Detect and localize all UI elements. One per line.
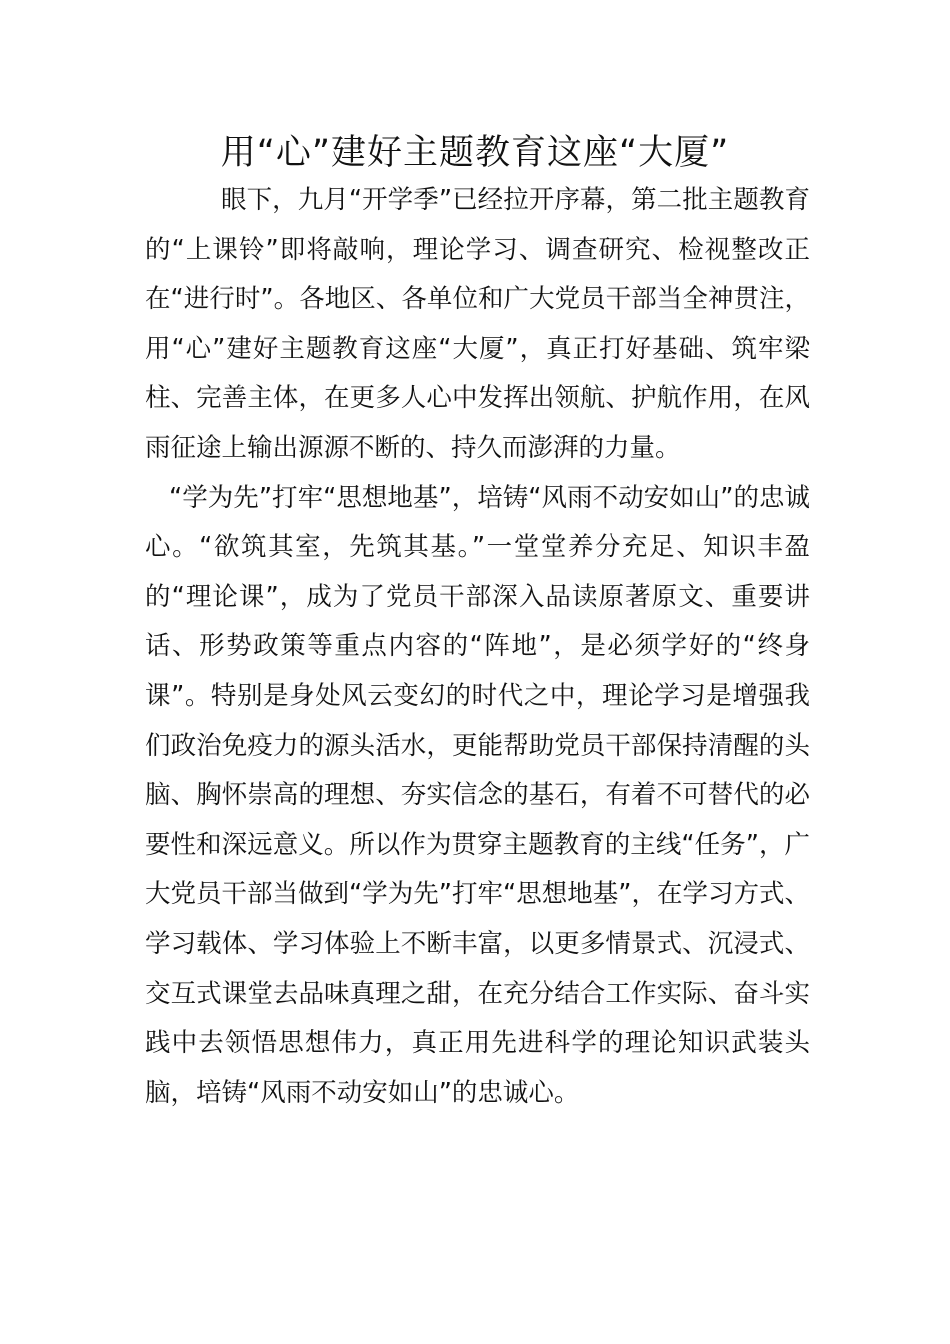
document-title: 用“心”建好主题教育这座“大厦” bbox=[220, 133, 730, 173]
paragraph-intro: 眼下，九月“开学季”已经拉开序幕，第二批主题教育的“上课铃”即将敲响，理论学习、调查研究、检视整改正在“进行时”。各地区、各单位和广大党员干部当全神贯注，用“心”建好主题教育这座“大厦”，真正打好基础、筑牢梁柱、完善主体，在更多人心中发挥出领航、护航作用，在风雨征途上输出源源不断的、持久而澎湃的力量。 bbox=[145, 185, 810, 463]
paragraph-study-first: “学为先”打牢“思想地基”，培铸“风雨不动安如山”的忠诚心。“欲筑其室，先筑其基。”一堂堂养分充足、知识丰盈的“理论课”，成为了党员干部深入品读原著原文、重要讲话、形势政策等重点内容的“阵地”，是必须学好的“终身课”。特别是身处风云变幻的时代之中，理论学习是增强我们政治免疫力的源头活水，更能帮助党员干部保持清醒的头脑、胸怀崇高的理想、夯实信念的基石，有着不可替代的必要性和深远意义。所以作为贯穿主题教育的主线“任务”，广大党员干部当做到“学为先”打牢“思想地基”，在学习方式、学习载体、学习体验上不断丰富，以更多情景式、沉浸式、交互式课堂去品味真理之甜，在充分结合工作实际、奋斗实践中去领悟思想伟力，真正用先进科学的理论知识武装头脑，培铸“风雨不动安如山”的忠诚心。 bbox=[145, 482, 810, 1108]
document-body bbox=[145, 176, 810, 1118]
